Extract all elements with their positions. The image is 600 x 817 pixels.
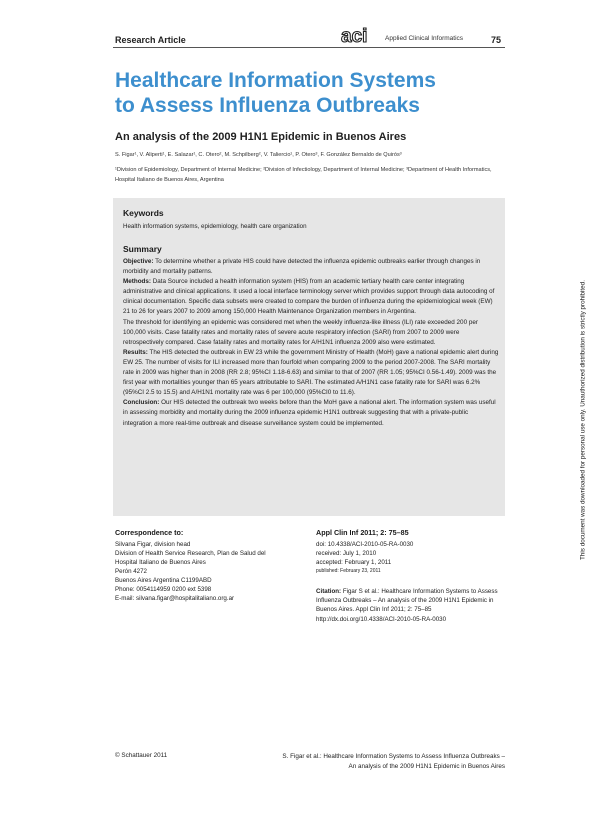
running-footer (230, 752, 505, 772)
citation-label: Citation: (316, 588, 342, 595)
running-footer-line-1: S. Figar et al.: Healthcare Information Systems to Assess Influenza Outbreaks – (282, 753, 505, 760)
methods-paragraph-2: The threshold for identifying an epidemic was considered met when the weekly influenza-like illness (ILI) rate exceeded 200 per 100,000 visits. Case fatality rates and mortality rates of severe acute respiratory infection (SARI) from 2007 to 2009 were retrospectively compared. Case fatality rates and mortality rates for A/H1N1 influenza 2009 also were estimated. (123, 318, 478, 346)
section-label: Research Article (115, 35, 186, 45)
results-text: The HIS detected the outbreak in EW 23 while the government Ministry of Health (MoH) gave a national epidemic alert during EW 25. The number of visits for ILI increased more than fourfold when comparing 2009 to the period 2007-2008. The SARI mortality rate in 2009 was higher than in 2008 (RR 2.8; 95%CI 1.18-6.63) and similar to that of 2007 (RR 1.05; 95%CI 0.56-1.49). 2009 was the first year with mortalities younger than 65 years attributable to SARI. The estimated A/H1N1 case fatality rate for SARI was 6.2% (95%CI 2.5 to 15.5) and A/H1N1 mortality rate was 6 per 100,000 (95%CI0 to 11.6). (123, 348, 499, 397)
keywords-heading: Keywords (123, 208, 164, 218)
summary-body (123, 257, 499, 429)
journal-citation-heading: Appl Clin Inf 2011; 2: 75–85 (316, 528, 409, 537)
conclusion-paragraph (123, 398, 499, 428)
svg-text:aci: aci (341, 27, 368, 45)
correspondence-heading: Correspondence to: (115, 528, 184, 537)
keywords-text: Health information systems, epidemiology, health care organization (123, 223, 307, 230)
doi-text: doi: 10.4338/ACI-2010-05-RA-0030 (316, 541, 414, 548)
affiliations: ¹Division of Epidemiology, Department of Internal Medicine; ²Division of Infectiology, Department of Internal Medicine; ³Department of Health Informatics, Hospital Italiano de Buenos Aires, Argentina (115, 167, 492, 183)
correspondence-line: Silvana Figar, division head (115, 541, 191, 548)
citation-text: Figar S et al.: Healthcare Information Systems to Assess Influenza Outbreaks – An analysis of the 2009 H1N1 Epidemic in Buenos Aires. Appl Clin Inf 2011; 2: 75–85 (316, 588, 498, 614)
results-label: Results: (123, 348, 148, 356)
title-line-2: to Assess Influenza Outbreaks (115, 94, 420, 117)
correspondence-email[interactable]: E-mail: silvana.figar@hospitalitaliano.org.ar (115, 595, 235, 602)
methods-text: Data Source included a health information system (HIS) from an academic tertiary health care center integrating administrative and clinical applications. It used a local interface terminology server which provides support through data autocoding of clinical documentation. Specific data subsets were created to compare the burden of influenza during the epidemiological week (EW) 21 to 26 for years 2007 to 2009 among 150,000 Health Maintenance Organization members in Argentina. (123, 278, 495, 316)
conclusion-label: Conclusion: (123, 399, 160, 407)
article-title (115, 68, 505, 118)
accepted-date: accepted: February 1, 2011 (316, 559, 392, 566)
correspondence-line: Phone: 0054114959 0200 ext 5398 (115, 586, 212, 593)
running-footer-line-2: An analysis of the 2009 H1N1 Epidemic in Buenos Aires (348, 763, 505, 770)
title-line-1: Healthcare Information Systems (115, 69, 436, 92)
journal-logo (341, 27, 381, 45)
header-rule (113, 47, 505, 48)
objective-label: Objective: (123, 258, 154, 265)
published-date: published: February 23, 2011 (316, 568, 381, 574)
correspondence-line: Perón 4272 (115, 568, 147, 575)
conclusion-text: Our HIS detected the outbreak two weeks before than the MoH gave a national alert. The information system was useful in assessing morbidity and mortality during the 2009 influenza epidemic H1N1 outbreak suggesting that with a private-public integration a more real-time outbreak and disease surveillance system could be implemented. (123, 399, 496, 427)
journal-name: Applied Clinical Informatics (385, 35, 464, 42)
article-subtitle: An analysis of the 2009 H1N1 Epidemic in Buenos Aires (115, 131, 407, 143)
page-number: 75 (491, 35, 502, 45)
methods-label: Methods: (123, 278, 151, 286)
correspondence-line: Hospital Italiano de Buenos Aires (115, 559, 206, 566)
results-paragraph (123, 348, 499, 398)
correspondence-line: Buenos Aires Argentina C1199ABD (115, 577, 212, 584)
summary-heading: Summary (123, 244, 162, 254)
methods-paragraph (123, 277, 499, 317)
author-list: S. Figar¹, V. Aliperti¹, E. Salazar¹, C. Otero², M. Schpilberg², V. Taliercio¹, P. Otero³, F. González Bernaldo de Quirós³ (115, 152, 402, 158)
correspondence-line: Division of Health Service Research, Plan de Salud del (115, 550, 266, 557)
objective-text: To determine whether a private HIS could have detected the influenza epidemic outbreaks earlier through changes in morbidity and mortality patterns. (123, 258, 481, 276)
download-notice: This document was downloaded for personal use only. Unauthorized distribution is strictly prohibited. (579, 280, 587, 560)
received-date: received: July 1, 2010 (316, 550, 377, 557)
citation-url[interactable]: http://dx.doi.org/10.4338/ACI-2010-05-RA-0030 (316, 615, 447, 623)
objective-paragraph (123, 257, 499, 277)
copyright: © Schattauer 2011 (115, 752, 168, 759)
citation-block (316, 587, 506, 624)
